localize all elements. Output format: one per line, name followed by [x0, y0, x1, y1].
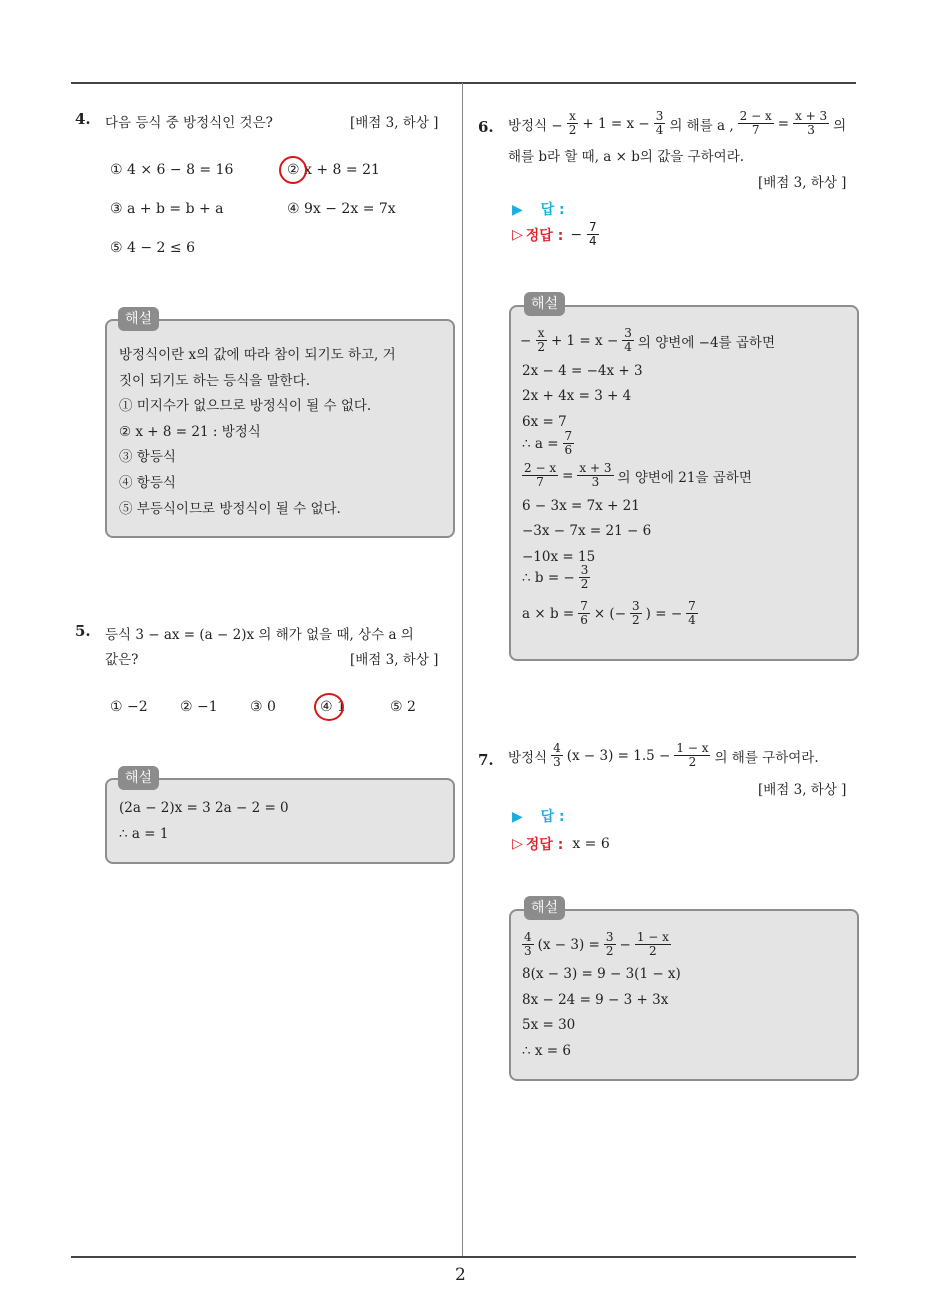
solution-line: $\frac{2 - x}{7}$ = $\frac{x + 3}{3}$ 의 양변에 21을 곱하면: [524, 461, 752, 489]
text-part: 방정식 −: [508, 117, 563, 134]
solution-line: ① 미지수가 없으므로 방정식이 될 수 없다.: [119, 398, 372, 414]
score-meta: [배점 3, 하상 ]: [758, 782, 847, 798]
selected-answer-circle: [314, 693, 344, 721]
question-text: 등식 3 − ax = (a − 2)x 의 해가 없을 때, 상수 a 의: [105, 627, 414, 643]
solution-line: $\frac{4}{3}$ (x − 3) = $\frac{3}{2}$ − $\frac{1 - x}{2}$: [524, 930, 669, 958]
correct-prefix: −: [570, 226, 583, 243]
question-text-cont: 해를 b라 할 때, a × b의 값을 구하여라.: [508, 149, 745, 165]
correct-value: $\frac{7}{4}$: [589, 220, 597, 248]
option-5[interactable]: ⑤ 4 − 2 ≤ 6: [110, 240, 195, 256]
text-part: + 1 = x −: [582, 115, 650, 132]
score-meta: [배점 3, 하상 ]: [350, 115, 439, 131]
solution-line: 짓이 되기도 하는 등식을 말한다.: [119, 373, 310, 389]
question-number: 7.: [478, 751, 494, 769]
option-5[interactable]: ⑤ 2: [390, 699, 416, 715]
solution-line: −3x − 7x = 21 − 6: [522, 523, 652, 539]
fraction: $\frac{x}{2}$: [568, 109, 577, 137]
play-triangle-icon: ▶: [512, 809, 523, 825]
solution-line: ④ 항등식: [119, 475, 176, 491]
answer-row: [512, 199, 565, 219]
solution-line: ∴ a = 1: [119, 826, 169, 842]
option-3[interactable]: ③ 0: [250, 699, 276, 715]
bottom-rule: [71, 1256, 856, 1258]
option-4[interactable]: ④ 1: [320, 699, 346, 715]
question-text: 다음 등식 중 방정식인 것은?: [105, 115, 273, 131]
text-part: 의: [833, 117, 847, 134]
solution-line: 8x − 24 = 9 − 3 + 3x: [522, 992, 669, 1008]
score-meta: [배점 3, 하상 ]: [350, 652, 439, 668]
text-part: =: [777, 115, 790, 132]
question-text: [508, 110, 846, 137]
correct-answer-row: [512, 834, 610, 854]
solution-line: 5x = 30: [522, 1017, 576, 1033]
solution-line: − $\frac{x}{2}$ + 1 = x − $\frac{3}{4}$ 의 양변에 −4를 곱하면: [520, 326, 776, 354]
correct-label: 정답 :: [525, 837, 564, 853]
solution-line: 8(x − 3) = 9 − 3(1 − x): [522, 966, 681, 982]
solution-line: 2x − 4 = −4x + 3: [522, 363, 643, 379]
solution-tag: 해설: [118, 307, 159, 331]
solution-line: 6x = 7: [522, 414, 567, 430]
answer-label: 답 :: [540, 809, 565, 825]
question-text-cont: 값은?: [105, 652, 139, 668]
solution-line: 방정식이란 x의 값에 따라 참이 되기도 하고, 거: [119, 347, 396, 363]
selected-answer-circle: [279, 156, 307, 184]
option-1[interactable]: ① −2: [110, 699, 148, 715]
option-2[interactable]: ② x + 8 = 21: [287, 162, 380, 178]
fraction: $\frac{x + 3}{3}$: [795, 109, 828, 137]
option-2[interactable]: ② −1: [180, 699, 218, 715]
solution-line: ③ 항등식: [119, 449, 176, 465]
top-rule: [71, 82, 856, 84]
solution-line: ⑤ 부등식이므로 방정식이 될 수 없다.: [119, 501, 341, 517]
fraction: $\frac{3}{4}$: [655, 109, 664, 137]
answer-label: 답 :: [540, 202, 565, 218]
question-number: 4.: [75, 110, 91, 128]
solution-line: a × b = $\frac{7}{6}$ × (− $\frac{3}{2}$ ) = − $\frac{7}{4}$: [522, 599, 696, 627]
outline-triangle-icon: ▷: [512, 836, 523, 852]
correct-value: x = 6: [572, 836, 610, 852]
solution-line: ∴ b = − $\frac{3}{2}$: [522, 563, 589, 591]
question-text: 방정식 $\frac{4}{3}$ (x − 3) = 1.5 − $\frac{1 - x}{2}$ 의 해를 구하여라.: [508, 741, 819, 769]
solution-line: ② x + 8 = 21 : 방정식: [119, 424, 261, 440]
solution-line: ∴ x = 6: [522, 1043, 571, 1059]
solution-line: −10x = 15: [522, 549, 596, 565]
text-part: 의 해를 a ,: [669, 117, 734, 134]
column-divider: [462, 83, 463, 1258]
solution-line: ∴ a = $\frac{7}{6}$: [522, 429, 573, 457]
solution-tag: 해설: [524, 292, 565, 316]
outline-triangle-icon: ▷: [512, 226, 523, 243]
solution-line: (2a − 2)x = 3 2a − 2 = 0: [119, 800, 289, 816]
question-number: 6.: [478, 118, 494, 136]
solution-tag: 해설: [524, 896, 565, 920]
question-number: 5.: [75, 622, 91, 640]
page-number: 2: [455, 1265, 466, 1285]
option-4[interactable]: ④ 9x − 2x = 7x: [287, 201, 396, 217]
solution-line: 2x + 4x = 3 + 4: [522, 388, 632, 404]
solution-box: [105, 778, 455, 864]
fraction: $\frac{2 - x}{7}$: [739, 109, 772, 137]
answer-row: [512, 806, 565, 826]
option-1[interactable]: ① 4 × 6 − 8 = 16: [110, 162, 234, 178]
solution-line: 6 − 3x = 7x + 21: [522, 498, 640, 514]
correct-label: 정답 :: [525, 227, 564, 244]
option-3[interactable]: ③ a + b = b + a: [110, 201, 224, 217]
play-triangle-icon: ▶: [512, 202, 523, 218]
score-meta: [배점 3, 하상 ]: [758, 175, 847, 191]
correct-answer-row: [512, 221, 601, 248]
solution-tag: 해설: [118, 766, 159, 790]
